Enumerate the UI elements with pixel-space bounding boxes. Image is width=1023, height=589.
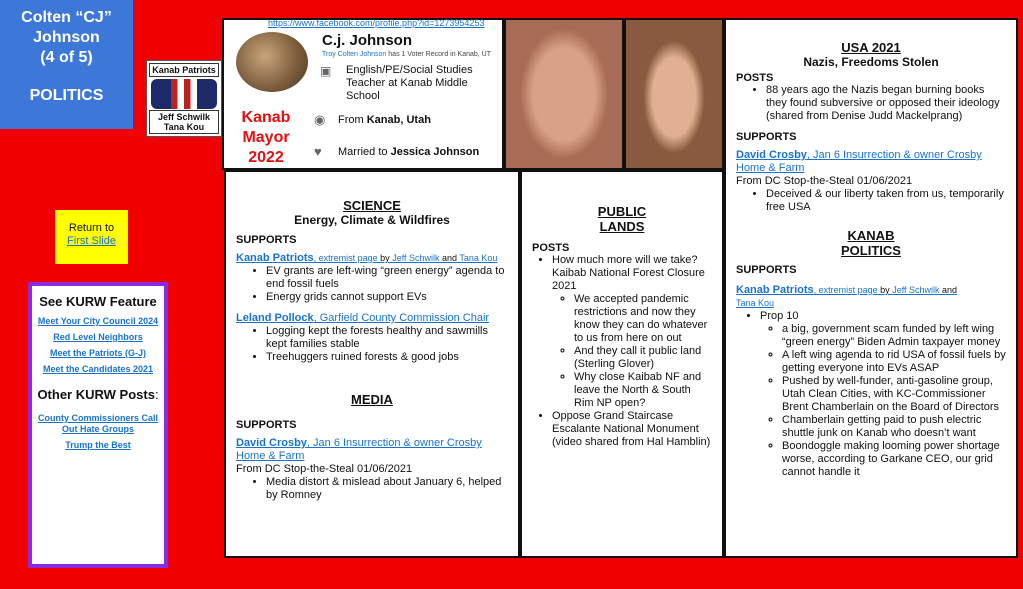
kanab-title1: KANAB <box>847 228 895 243</box>
usa-org-name[interactable]: David Crosby <box>736 149 807 161</box>
usa-org-rest[interactable]: , Jan 6 Insurrection & owner Crosby Home & Farm <box>736 149 982 174</box>
logo-names <box>149 110 219 134</box>
return-label: Return to <box>68 222 115 234</box>
photo-woman <box>624 18 724 170</box>
briefcase-icon: ▣ <box>320 64 332 78</box>
married-text <box>338 146 479 158</box>
list-item: • Logging kept the forests healthy and sawmills kept families stable <box>266 325 508 351</box>
usa-subtitle: Nazis, Freedoms Stolen <box>803 55 939 69</box>
list-item: ◦ We accepted pandemic restrictions and now they know they can do whatever to us from here on out <box>574 293 712 345</box>
kanab-prop: Prop 10 <box>760 310 799 322</box>
org2-name[interactable]: Leland Pollock <box>236 312 314 324</box>
media-org <box>236 437 508 463</box>
science-bullets2 <box>236 325 508 364</box>
profile-avatar <box>236 32 308 92</box>
list-item: • Energy grids cannot support EVs <box>266 291 508 304</box>
heart-icon: ♥ <box>314 144 322 159</box>
lands-b1: How much more will we take? Kaibab National Forest Closure 2021 <box>552 254 705 292</box>
profile-name: C.j. Johnson <box>322 32 412 49</box>
list-item: ◦ Chamberlain getting paid to push electric shuttle junk on Kanab who doesn’t want <box>782 414 1006 440</box>
eagle-flag-icon <box>151 79 217 109</box>
usa-title: USA 2021 <box>841 40 901 55</box>
voter-record-link[interactable]: Troy Colten Johnson <box>322 51 387 58</box>
location-text <box>338 114 431 126</box>
kanab-bullets <box>736 310 1006 479</box>
lands-posts: POSTS <box>532 242 570 254</box>
usa-post-bullets <box>736 84 1006 123</box>
list-item: • Oppose Grand Staircase Escalante National Monument (video shared from Hal Hamblin) <box>552 410 712 449</box>
kurw-other-label: Other KURW Posts <box>37 387 155 402</box>
science-title: SCIENCE <box>343 198 401 213</box>
lands-title2: LANDS <box>599 219 645 234</box>
list-item: • 88 years ago the Nazis began burning books they found subversive or opposed their ideology (shared from Denise Judd Mackelprang) <box>766 84 1006 123</box>
kanab-org-link[interactable]: , extremist page <box>813 285 878 295</box>
org1-name[interactable]: Kanab Patriots <box>236 252 314 264</box>
married-value: Jessica Johnson <box>390 146 480 158</box>
list-item: ◦ And they call it public land (Sterling Glover) <box>574 345 712 371</box>
science-supports: SUPPORTS <box>236 234 297 246</box>
science-org1 <box>236 252 508 265</box>
list-item: ◦ Why close Kaibab NF and leave the North & South Rim NP open? <box>574 371 712 410</box>
location-value: Kanab, Utah <box>366 114 431 126</box>
list-item <box>760 310 1006 479</box>
facebook-profile-link[interactable]: https://www.facebook.com/profile.php?id=1273954253 <box>268 18 485 28</box>
kurw-other-heading <box>32 387 164 403</box>
return-box <box>55 210 128 264</box>
science-panel <box>224 170 520 558</box>
list-item: ◦ Boondoggle making looming power shortage worse, according to Garkane CEO, our grid cannot handle it <box>782 440 1006 479</box>
public-lands-panel <box>520 170 724 558</box>
kanab-org-name[interactable]: Kanab Patriots <box>736 284 814 296</box>
lands-title1: PUBLIC <box>597 204 647 219</box>
married-prefix: Married to <box>338 146 391 158</box>
list-item: ◦ Pushed by well-funder, anti-gasoline group, Utah Clean Cities, with KC-Commissioner Brent Chamberlain on the Board of Directors <box>782 375 1006 414</box>
media-bullets <box>236 476 508 502</box>
org1-person1[interactable]: Jeff Schwilk <box>392 253 440 263</box>
kanab-title2: POLITICS <box>841 243 901 258</box>
kurw-feature-box <box>28 282 168 568</box>
job-text: English/PE/Social Studies Teacher at Kanab Middle School <box>346 64 473 102</box>
org1-link[interactable]: , extremist page <box>313 253 378 263</box>
voter-record <box>322 51 491 58</box>
kanab-person2[interactable]: Tana Kou <box>736 298 775 308</box>
logo-name2: Tana Kou <box>163 122 205 132</box>
media-title: MEDIA <box>351 392 393 407</box>
org1-person2[interactable]: Tana Kou <box>459 253 498 263</box>
list-item: • Deceived & our liberty taken from us, temporarily free USA <box>766 188 1006 214</box>
title-line2: Johnson <box>33 29 100 46</box>
lands-sub-bullets <box>552 293 712 410</box>
org1-by: by <box>377 253 393 263</box>
media-from: From DC Stop-the-Steal 01/06/2021 <box>236 463 413 475</box>
title-line1: Colten “CJ” <box>21 9 112 26</box>
media-org-name[interactable]: David Crosby <box>236 437 307 449</box>
org2-rest[interactable]: , Garfield County Commission Chair <box>313 312 490 324</box>
location-pin-icon: ◉ <box>314 112 326 127</box>
kurw-other-colon: : <box>154 387 159 402</box>
kanab-supports: SUPPORTS <box>736 264 797 276</box>
list-item <box>552 254 712 410</box>
kanab-sub-bullets <box>760 323 1006 479</box>
science-bullets1 <box>236 265 508 304</box>
kanab-by: by <box>877 285 893 295</box>
logo-name1: Jeff Schwilk <box>157 112 211 122</box>
media-org-rest[interactable]: , Jan 6 Insurrection & owner Crosby Home & Farm <box>236 437 482 462</box>
usa-bullets <box>736 188 1006 214</box>
first-slide-link[interactable]: First Slide <box>67 235 116 247</box>
usa-posts: POSTS <box>736 72 774 84</box>
media-supports: SUPPORTS <box>236 419 297 431</box>
list-item: ◦ a big, government scam funded by left wing “green energy” Biden Admin taxpayer money <box>782 323 1006 349</box>
location-prefix: From <box>338 114 367 126</box>
mayor-label: Kanab Mayor 2022 <box>241 109 291 166</box>
kanab-person1[interactable]: Jeff Schwilk <box>892 285 940 295</box>
usa-org <box>736 149 1006 175</box>
list-item: • EV grants are left-wing “green energy” agenda to end fossil fuels <box>266 265 508 291</box>
list-item: ◦ A left wing agenda to rid USA of fossil fuels by getting everyone into EVs ASAP <box>782 349 1006 375</box>
logo-title: Kanab Patriots <box>149 63 219 77</box>
science-subtitle: Energy, Climate & Wildfires <box>294 213 450 227</box>
science-org2 <box>236 312 508 325</box>
lands-bullets <box>532 254 712 449</box>
usa-supports: SUPPORTS <box>736 131 797 143</box>
kurw-link-commissioners[interactable]: County Commissioners Call Out Hate Groups <box>37 413 159 434</box>
kurw-link-candidates[interactable]: Meet the Candidates 2021 <box>42 364 154 374</box>
org1-and: and <box>439 253 460 263</box>
list-item: • Treehuggers ruined forests & good jobs <box>266 351 508 364</box>
title-line3: (4 of 5) <box>40 49 93 66</box>
title-box <box>0 0 133 129</box>
kurw-link-patriots[interactable]: Meet the Patriots (G-J) <box>49 348 146 358</box>
usa-panel <box>724 18 1018 558</box>
kurw-link-trump[interactable]: Trump the Best <box>65 440 131 450</box>
list-item: • Media distort & mislead about January 6, helped by Romney <box>266 476 508 502</box>
voter-record-text: has 1 Voter Record in Kanab, UT <box>386 51 492 58</box>
section-label: POLITICS <box>29 87 104 104</box>
usa-from: From DC Stop-the-Steal 01/06/2021 <box>736 175 913 187</box>
kurw-heading: See KURW Feature <box>39 294 157 309</box>
kanab-org <box>736 284 1006 310</box>
kanab-patriots-logo <box>146 60 222 137</box>
kurw-link-red-level[interactable]: Red Level Neighbors <box>53 332 143 342</box>
photo-man <box>504 18 624 170</box>
kanab-and: and <box>939 285 958 295</box>
kurw-link-city-council[interactable]: Meet Your City Council 2024 <box>37 316 159 326</box>
